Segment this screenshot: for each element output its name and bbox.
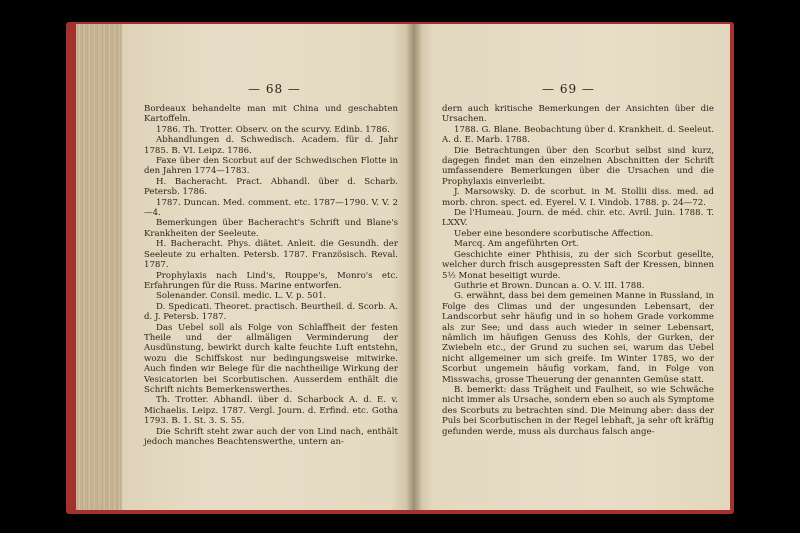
left-paragraph: Abhandlungen d. Schwedisch. Academ. für d. Jahr 1785. B. VI. Leipz. 1786. <box>144 135 398 156</box>
left-paragraph: Bemerkungen über Bacheracht's Schrift und Blane's Krankheiten der Seeleute. <box>144 218 398 239</box>
right-paragraph: Guthrie et Brown. Duncan a. O. V. III. 1788. <box>454 280 645 291</box>
left-page <box>122 24 414 510</box>
left-paragraph: Faxe über den Scorbut auf der Schwedischen Flotte in den Jahren 1774—1783. <box>144 156 398 177</box>
left-page-text <box>144 104 398 447</box>
right-paragraph: Ueber eine besondere scorbutische Affection. <box>454 228 654 239</box>
right-paragraph: 1788. G. Blane. Beobachtung über d. Krankheit. d. Seeleut. A. d. E. Marb. 1788. <box>442 124 714 146</box>
right-paragraph: dern auch kritische Bemerkungen der Ansichten über die Ursachen. <box>442 104 714 125</box>
right-page-text <box>442 104 714 437</box>
left-paragraph: 1787. Duncan. Med. comment. etc. 1787—1790. V. V. 2—4. <box>144 197 398 219</box>
left-paragraph: Th. Trotter. Abhandl. über d. Scharbock A. d. E. v. Michaelis. Leipz. 1787. Vergl. Journ. d. Erfind. etc. Gotha 1793. B. 1. St. 3. S. 55. <box>144 395 398 427</box>
right-paragraph: Die Betrachtungen über den Scorbut selbst sind kurz, dagegen findet man den einzelnen Abschnitten der Schrift umfassendere Bemerkungen über die Ursachen und die Prophylaxis einverleibt. <box>442 145 714 187</box>
right-paragraph: G. erwähnt, dass bei dem gemeinen Manne in Russland, in Folge des Climas und der ungesunden Lebensart, der Landscorbut sehr häufig und in so hohem Grade vorkomme als zur See; und dass auch wieder in seiner Lebensart, nämlich im häufigen Genuss des Kohls, der Gurken, der Zwiebeln etc., der Grund zu suchen sei, warum das Uebel nicht allgemeiner um sich greife. Im Winter 1785, wo der Scorbut ungemein häufig vorkam, fand, in Folge von Misswachs, grosse Theuerung der genannten Gemüse statt. <box>442 291 714 385</box>
left-paragraph: Bordeaux behandelte man mit China und geschabten Kartoffeln. <box>144 104 398 125</box>
right-page-number: — 69 — <box>542 82 595 96</box>
book-gutter <box>406 24 422 510</box>
left-paragraph: H. Bacheracht. Pract. Abhandl. über d. Scharb. Petersb. 1786. <box>144 176 398 198</box>
right-page <box>414 24 730 510</box>
right-paragraph: Marcq. Am angeführten Ort. <box>454 239 579 250</box>
right-paragraph: B. bemerkt: dass Trägheit und Faulheit, so wie Schwäche nicht immer als Ursache, sondern eben so auch als Symptome des Scorbuts zu betrachten sind. Die Meinung aber: dass der Puls bei Scorbutischen in der Regel lebhaft, ja sehr oft kräftig gefunden werde, muss als durchaus falsch ange- <box>442 384 714 437</box>
left-paragraph: H. Bacheracht. Phys. diätet. Anleit. die Gesundh. der Seeleute zu erhalten. Petersb. 1787. Französisch. Reval. 1787. <box>144 239 398 271</box>
left-paragraph: Das Uebel soll als Folge von Schlaffheit der festen Theile und der allmäligen Verminderung der Ausdünstung, bewirkt durch kalte feuchte Luft entstehn, wozu die Schiffskost nur bedingungsweise mitwirke. Auch finden wir Belege für die nachtheilige Wirkung der Vesicatorien bei Scorbutischen. Ausserdem enthält die Schrift nichts Bemerkenswerthes. <box>144 322 398 395</box>
right-paragraph: Geschichte einer Phthisis, zu der sich Scorbut gesellte, welcher durch frisch ausgepressten Saft der Kressen, binnen 5½ Monat beseitigt wurde. <box>442 249 714 281</box>
right-paragraph: J. Marsowsky. D. de scorbut. in M. Stollii diss. med. ad morb. chron. spect. ed. Eyerel. V. I. Vindob. 1788. p. 24—72. <box>442 187 714 208</box>
left-paragraph: Die Schrift steht zwar auch der von Lind nach, enthält jedoch manches Beachtenswerthe, untern an- <box>144 426 398 447</box>
left-paragraph: 1786. Th. Trotter. Observ. on the scurvy. Edinb. 1786. <box>156 124 390 135</box>
left-page-number: — 68 — <box>248 82 301 96</box>
left-paragraph: Prophylaxis nach Lind's, Rouppe's, Monro's etc. Erfahrungen für die Russ. Marine entworfen. <box>144 270 398 291</box>
right-paragraph: De l'Humeau. Journ. de méd. chir. etc. Avril. Juin. 1788. T. LXXV. <box>442 208 714 229</box>
left-paragraph: Solenander. Consil. medic. L. V. p. 501. <box>156 291 327 302</box>
left-paragraph: D. Spedicati. Theoret. practisch. Beurtheil. d. Scorb. A. d. J. Petersb. 1787. <box>144 301 398 323</box>
page-edges <box>76 24 122 510</box>
